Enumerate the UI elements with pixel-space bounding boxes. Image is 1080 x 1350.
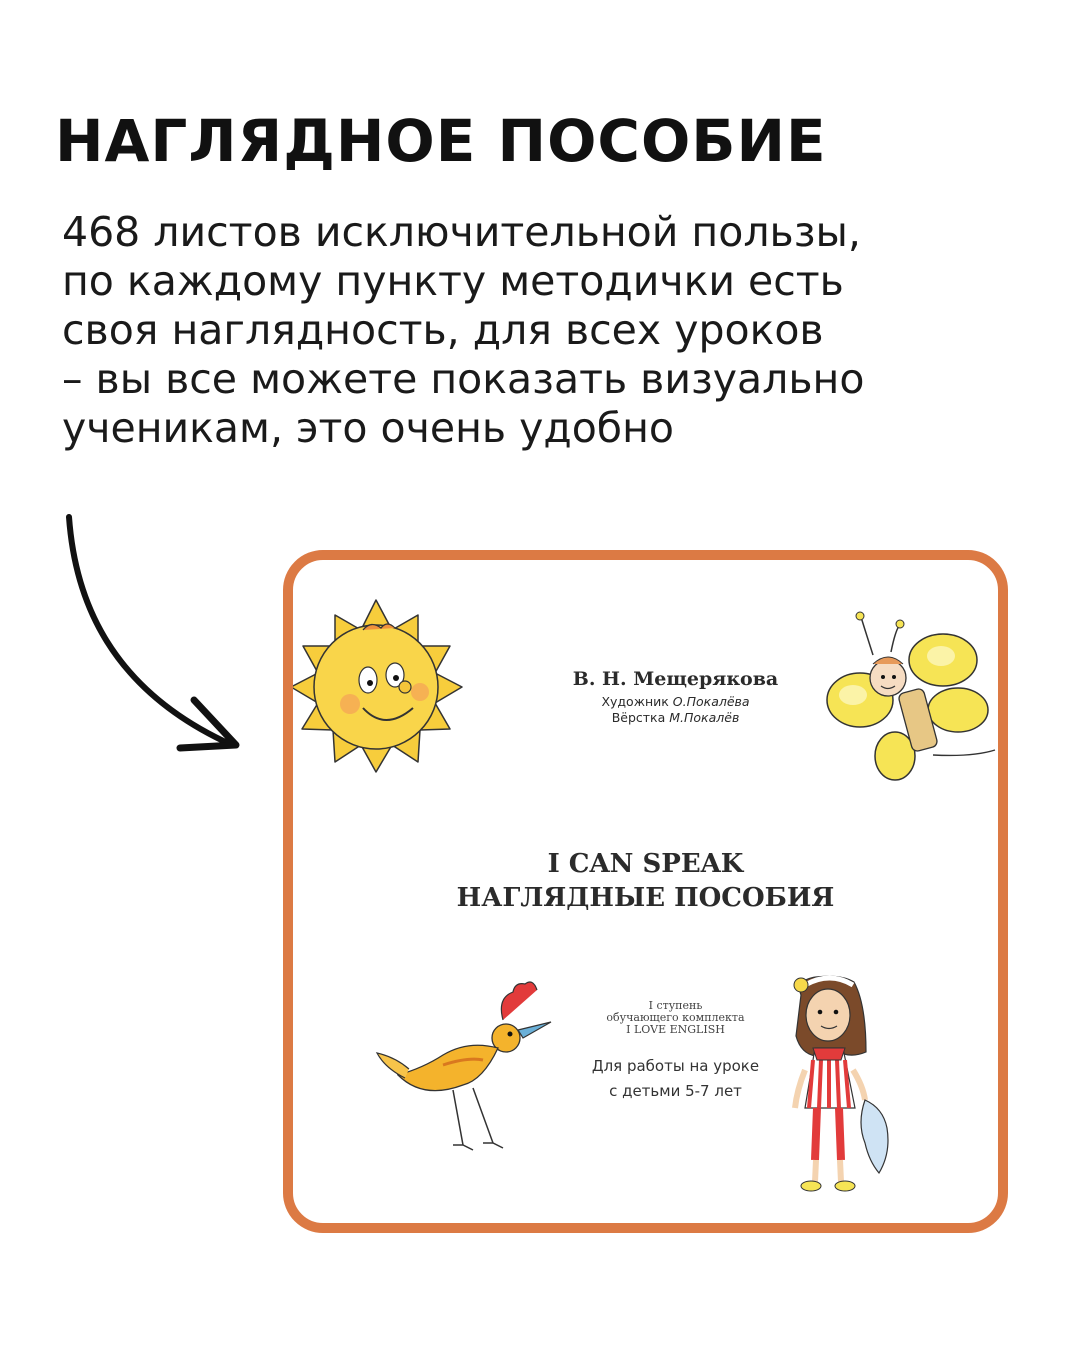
book-title: I CAN SPEAK НАГЛЯДНЫЕ ПОСОБИЯ [456,849,835,913]
book-purpose: Для работы на уроке с детьми 5-7 лет [591,1057,760,1100]
description-line: – вы все можете показать визуально [62,355,865,403]
description-line: по каждому пункту методички есть [62,257,844,305]
book-author: В. Н. Мещерякова [572,668,779,690]
book-series-info: I ступень обучающего комплекта I LOVE ENGLISH [606,999,745,1036]
book-credits: Художник О.Покалёва Вёрстка М.Покалёв [601,694,750,725]
curved-arrow-icon [0,0,300,780]
page-heading: НАГЛЯДНОЕ ПОСОБИЕ [55,107,827,175]
description-line: своя наглядность, для всех уроков [62,306,824,354]
book-cover-card [283,550,1008,1233]
description-line: ученикам, это очень удобно [62,404,674,452]
description-line: 468 листов исключительной пользы, [62,208,861,256]
